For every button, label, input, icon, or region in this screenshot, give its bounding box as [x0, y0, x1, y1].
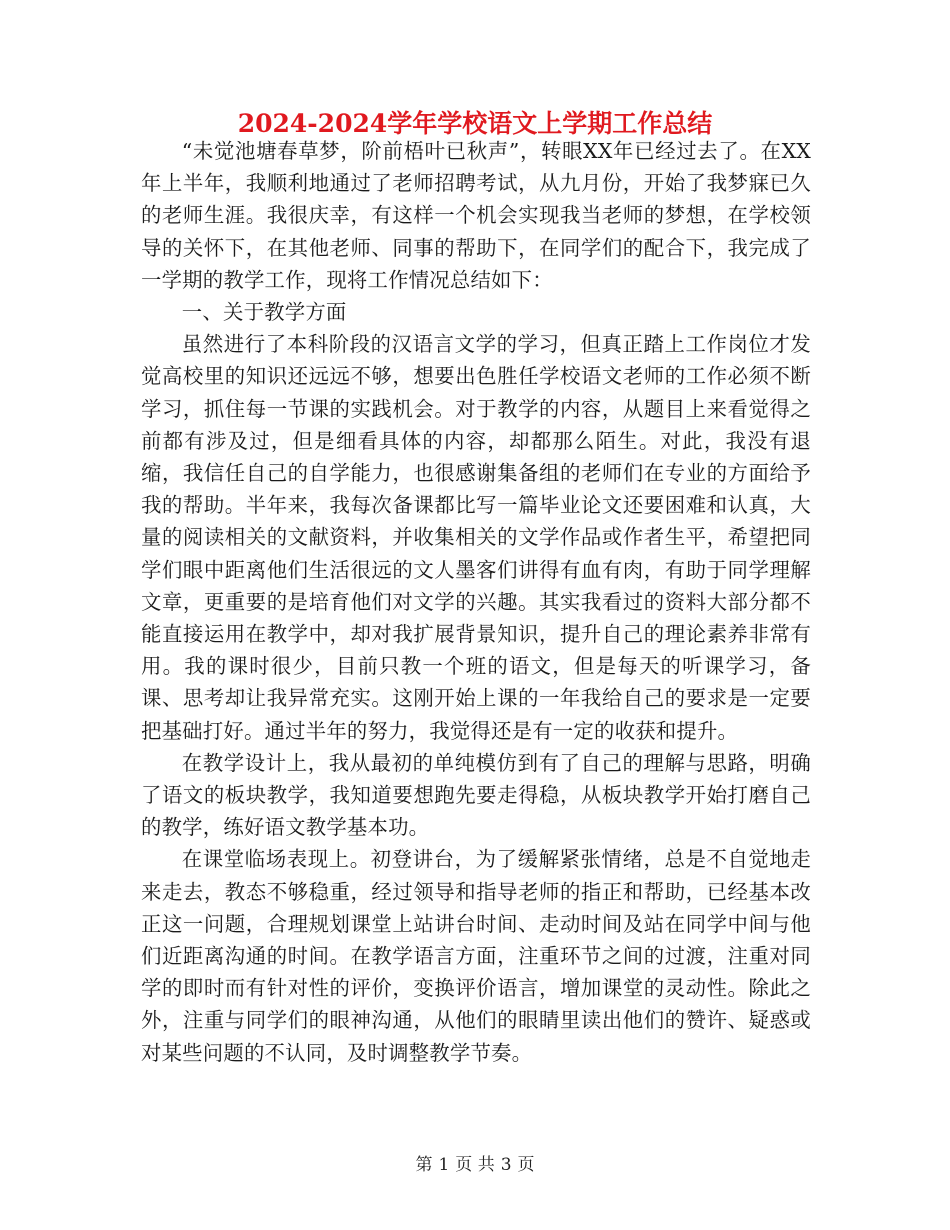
paragraph-classroom-performance: 在课堂临场表现上。初登讲台，为了缓解紧张情绪，总是不自觉地走来走去，教态不够稳重，经过领导和指导老师的指正和帮助，已经基本改正这一问题，合理规划课堂上站讲台时间、走动时间及站在同学中间与他们近距离沟通的时间。在教学语言方面，注重环节之间的过渡，注重对同学的即时而有针对性的评价，变换评价语言，增加课堂的灵动性。除此之外，注重与同学们的眼神沟通，从他们的眼睛里读出他们的赞许、疑惑或对某些问题的不认同，及时调整教学节奏。: [141, 847, 811, 1065]
section-heading-teaching: 一、关于教学方面: [181, 300, 347, 325]
footer-prefix: 第: [415, 1155, 433, 1175]
footer-total-pages: 3: [500, 1155, 512, 1175]
document-body: [141, 135, 811, 1069]
paragraph-teaching-study: 虽然进行了本科阶段的汉语言文学的学习，但真正踏上工作岗位才发觉高校里的知识还远远不够，想要出色胜任学校语文老师的工作必须不断学习，抓住每一节课的实践机会。对于教学的内容，从题目上来看觉得之前都有涉及过，但是细看具体的内容，却都那么陌生。对此，我没有退缩，我信任自己的自学能力，也很感谢集备组的老师们在专业的方面给予我的帮助。半年来，我每次备课都比写一篇毕业论文还要困难和认真，大量的阅读相关的文献资料，并收集相关的文学作品或作者生平，希望把同学们眼中距离他们生活很远的文人墨客们讲得有血有肉，有助于同学理解文章，更重要的是培育他们对文学的兴趣。其实我看过的资料大部分都不能直接运用在教学中，却对我扩展背景知识，提升自己的理论素养非常有用。我的课时很少，目前只教一个班的语文，但是每天的听课学习，备课、思考却让我异常充实。这刚开始上课的一年我给自己的要求是一定要把基础打好。通过半年的努力，我觉得还是有一定的收获和提升。: [141, 332, 811, 743]
page-footer: [0, 1153, 950, 1177]
footer-mid: 页 共: [455, 1155, 495, 1175]
footer-suffix: 页: [517, 1155, 535, 1175]
paragraph-intro: “未觉池塘春草梦，阶前梧叶已秋声”，转眼XX年已经过去了。在XX年上半年，我顺利地通过了老师招聘考试，从九月份，开始了我梦寐已久的老师生涯。我很庆幸，有这样一个机会实现我当老师的梦想，在学校领导的关怀下，在其他老师、同事的帮助下，在同学们的配合下，我完成了一学期的教学工作，现将工作情况总结如下：: [141, 139, 811, 292]
footer-current-page: 1: [438, 1155, 450, 1175]
document-title: 2024-2024学年学校语文上学期工作总结: [237, 109, 713, 138]
paragraph-teaching-design: 在教学设计上，我从最初的单纯模仿到有了自己的理解与思路，明确了语文的板块教学，我知道要想跑先要走得稳，从板块教学开始打磨自己的教学，练好语文教学基本功。: [141, 750, 811, 840]
